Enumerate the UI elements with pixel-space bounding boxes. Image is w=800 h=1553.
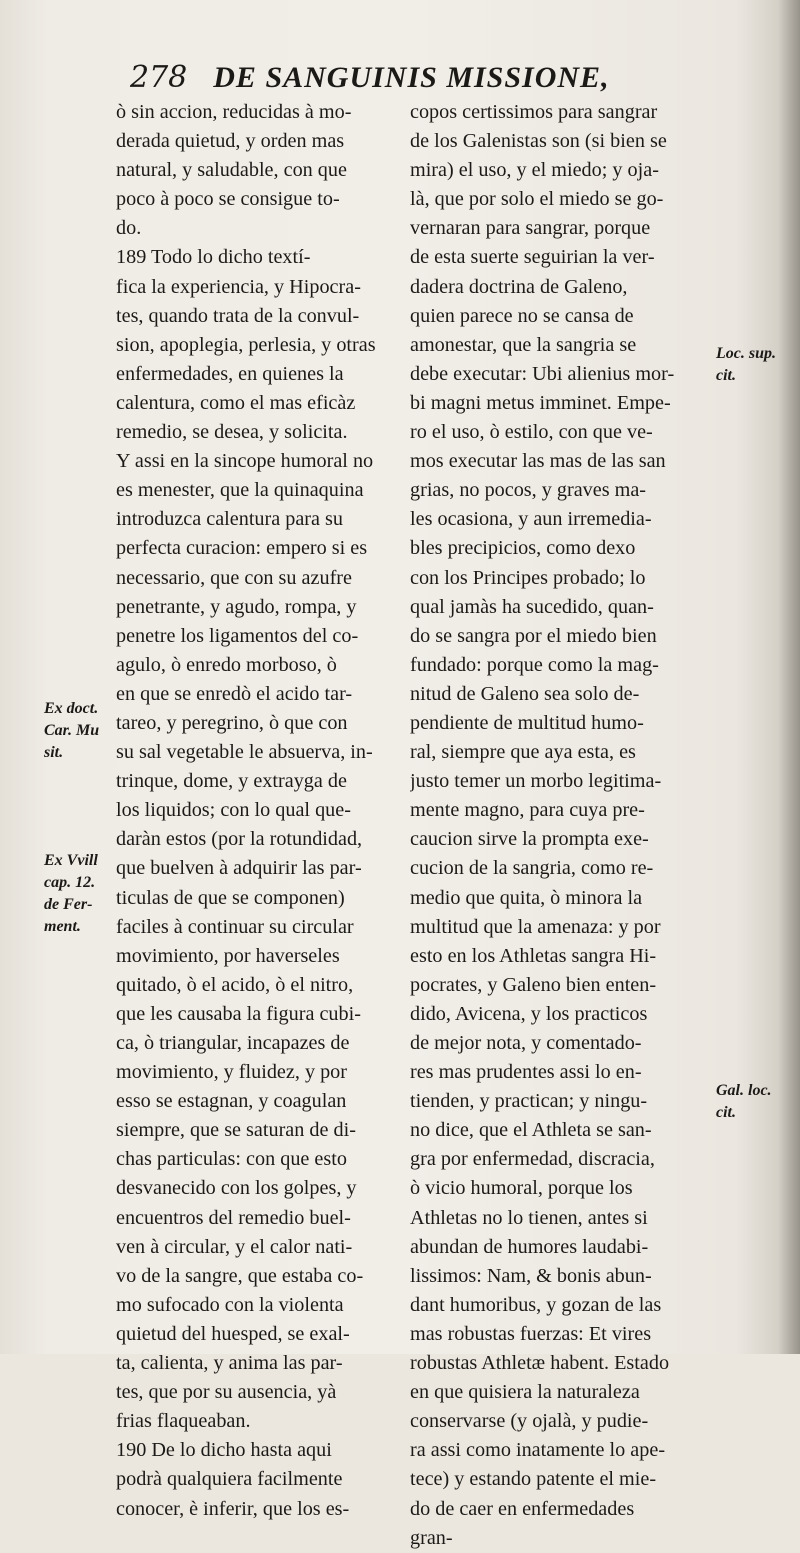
text-line: de esta suerte seguirian la ver- (410, 246, 655, 269)
text-line: nitud de Galeno sea solo de- (410, 682, 640, 705)
text-line: introduzca calentura para su (116, 508, 343, 531)
margin-note-line: cit. (716, 367, 736, 384)
margin-note-line: Loc. sup. (716, 345, 776, 362)
text-line: les ocasiona, y aun irremedia- (410, 508, 652, 531)
text-line: pendiente de multitud humo- (410, 711, 644, 734)
text-line: bi magni metus imminet. Empe- (410, 391, 671, 414)
text-line: de mejor nota, y comentado- (410, 1032, 642, 1054)
text-line: dadera doctrina de Galeno, (410, 275, 628, 298)
text-line: tes, quando trata de la convul- (116, 304, 360, 327)
margin-note-line: Ex doct. (44, 700, 99, 717)
margin-note-line: ment. (44, 918, 81, 935)
text-line: dido, Avicena, y los practicos (410, 1002, 648, 1025)
text-line: gran- (410, 1526, 453, 1549)
text-line: calentura, como el mas eficàz (116, 391, 356, 414)
text-line: poco à poco se consigue to- (116, 188, 340, 211)
text-line: do. (116, 217, 142, 240)
text-line: conservarse (y ojalà, y pudie- (410, 1410, 649, 1433)
text-line: podrà qualquiera facilmente (116, 1468, 343, 1491)
text-line: dant humoribus, y gozan de las (410, 1293, 662, 1316)
text-line: Y assi en la sincope humoral no (116, 450, 374, 473)
text-line: no dice, que el Athleta se san- (410, 1119, 652, 1142)
text-line: fundado: porque como la mag- (410, 653, 659, 676)
margin-note-line: cap. 12. (44, 874, 96, 891)
text-line: lissimos: Nam, & bonis abun- (410, 1264, 652, 1287)
text-line: con los Principes probado; lo (410, 566, 646, 589)
text-line: gra por enfermedad, discracia, (410, 1148, 655, 1171)
text-line: desvanecido con los golpes, y (116, 1177, 357, 1200)
margin-note-right-1 (716, 343, 776, 387)
text-line: tareo, y peregrino, ò que con (116, 711, 348, 734)
text-line: que buelven à adquirir las par- (116, 857, 362, 880)
text-line: pocrates, y Galeno bien enten- (410, 973, 657, 996)
page-header (130, 60, 780, 100)
text-line: ò sin accion, reducidas à mo- (116, 101, 352, 123)
text-line: penetrante, y agudo, rompa, y (116, 595, 357, 618)
text-line: justo temer un morbo legitima- (410, 770, 662, 793)
text-line: mos executar las mas de las san (410, 450, 666, 473)
text-line: tece) y estando patente el mie- (410, 1468, 657, 1491)
text-line: esto en los Athletas sangra Hi- (410, 944, 657, 967)
text-line: movimiento, y fluidez, y por (116, 1061, 347, 1084)
text-line: res mas prudentes assi lo en- (410, 1061, 642, 1084)
margin-note-line: Ex Vvill (44, 852, 98, 869)
text-line: remedio, se desea, y solicita. (116, 421, 348, 444)
text-line: faciles à continuar su circular (116, 915, 354, 938)
text-line: penetre los ligamentos del co- (116, 624, 359, 647)
text-line: de los Galenistas son (si bien se (410, 130, 667, 153)
text-line: quitado, ò el acido, ò el nitro, (116, 973, 354, 996)
text-line: natural, y saludable, con que (116, 159, 347, 182)
text-line: 189 Todo lo dicho textí- (116, 246, 311, 269)
text-line: esso se estagnan, y coagulan (116, 1090, 347, 1113)
margin-note-line: de Fer- (44, 896, 93, 913)
text-line: quien parece no se cansa de (410, 304, 634, 327)
text-line: ta, calienta, y anima las par- (116, 1352, 343, 1375)
margin-note-line: cit. (716, 1104, 736, 1121)
text-line: mo sufocado con la violenta (116, 1293, 344, 1316)
margin-note-line: sit. (44, 744, 64, 761)
text-line: amonestar, que la sangria se (410, 333, 637, 356)
text-line: que les causaba la figura cubi- (116, 1002, 361, 1025)
text-line: fica la experiencia, y Hipocra- (116, 275, 361, 298)
text-line: do se sangra por el miedo bien (410, 624, 657, 647)
text-line: necessario, que con su azufre (116, 566, 352, 589)
left-text-column (116, 98, 388, 1524)
text-line: encuentros del remedio buel- (116, 1206, 351, 1229)
text-line: conocer, è inferir, que los es- (116, 1497, 350, 1520)
text-line: siempre, que se saturan de di- (116, 1119, 356, 1142)
page-number: 278 (130, 60, 188, 95)
text-line: quietud del huesped, se exal- (116, 1322, 350, 1345)
text-line: sion, apoplegia, perlesia, y otras (116, 333, 376, 356)
text-line: ven à circular, y el calor nati- (116, 1235, 353, 1258)
text-line: frias flaqueaban. (116, 1410, 251, 1433)
text-line: copos certissimos para sangrar (410, 101, 658, 123)
text-line: medio que quita, ò minora la (410, 886, 643, 909)
text-line: cucion de la sangria, como re- (410, 857, 654, 880)
text-line: ral, siempre que aya esta, es (410, 741, 636, 764)
text-line: là, que por solo el miedo se go- (410, 188, 664, 211)
running-title: DE SANGUINIS MISSIONE, (213, 61, 610, 94)
text-line: perfecta curacion: empero si es (116, 537, 368, 560)
text-line: su sal vegetable le absuerva, in- (116, 741, 373, 764)
text-line: en que quisiera la naturaleza (410, 1381, 640, 1404)
text-line: mas robustas fuerzas: Et vires (410, 1322, 652, 1345)
page-fold-shadow (778, 0, 800, 1354)
margin-note-line: Gal. loc. (716, 1082, 772, 1099)
text-line: caucion sirve la prompta exe- (410, 828, 649, 851)
right-text-column (410, 98, 686, 1553)
text-line: mira) el uso, y el miedo; y oja- (410, 159, 659, 182)
text-line: chas particulas: con que esto (116, 1148, 347, 1171)
text-line: do de caer en enfermedades (410, 1497, 635, 1520)
text-line: bles precipicios, como dexo (410, 537, 636, 560)
text-line: mente magno, para cuya pre- (410, 799, 645, 822)
text-line: ro el uso, ò estilo, con que ve- (410, 421, 653, 444)
text-line: grias, no pocos, y graves ma- (410, 479, 647, 502)
text-line: daràn estos (por la rotundidad, (116, 828, 363, 851)
text-line: vo de la sangre, que estaba co- (116, 1264, 364, 1287)
text-line: vernaran para sangrar, porque (410, 217, 651, 240)
text-line: qual jamàs ha sucedido, quan- (410, 595, 654, 618)
margin-note-left-2 (44, 850, 98, 938)
text-line: robustas Athletæ habent. Estado (410, 1352, 670, 1375)
text-line: agulo, ò enredo morboso, ò (116, 653, 337, 676)
text-line: tes, que por su ausencia, yà (116, 1381, 337, 1404)
text-line: ò vicio humoral, porque los (410, 1177, 633, 1200)
text-line: los liquidos; con lo qual que- (116, 799, 351, 822)
text-line: ca, ò triangular, incapazes de (116, 1032, 350, 1054)
text-line: es menester, que la quinaquina (116, 479, 364, 502)
text-line: ticulas de que se componen) (116, 886, 345, 909)
text-line: en que se enredò el acido tar- (116, 682, 353, 705)
text-line: enfermedades, en quienes la (116, 362, 344, 385)
text-line: trinque, dome, y extrayga de (116, 770, 347, 793)
text-line: 190 De lo dicho hasta aqui (116, 1439, 332, 1462)
text-line: Athletas no lo tienen, antes si (410, 1206, 648, 1229)
text-line: movimiento, por haverseles (116, 944, 340, 967)
text-line: derada quietud, y orden mas (116, 130, 345, 153)
text-line: tienden, y practican; y ningu- (410, 1090, 648, 1113)
text-line: multitud que la amenaza: y por (410, 915, 661, 938)
margin-note-left-1 (44, 698, 99, 764)
text-line: ra assi como inatamente lo ape- (410, 1439, 666, 1462)
text-line: debe executar: Ubi alienius mor- (410, 362, 675, 385)
margin-note-line: Car. Mu (44, 722, 100, 739)
text-line: abundan de humores laudabi- (410, 1235, 649, 1258)
margin-note-right-2 (716, 1080, 772, 1124)
